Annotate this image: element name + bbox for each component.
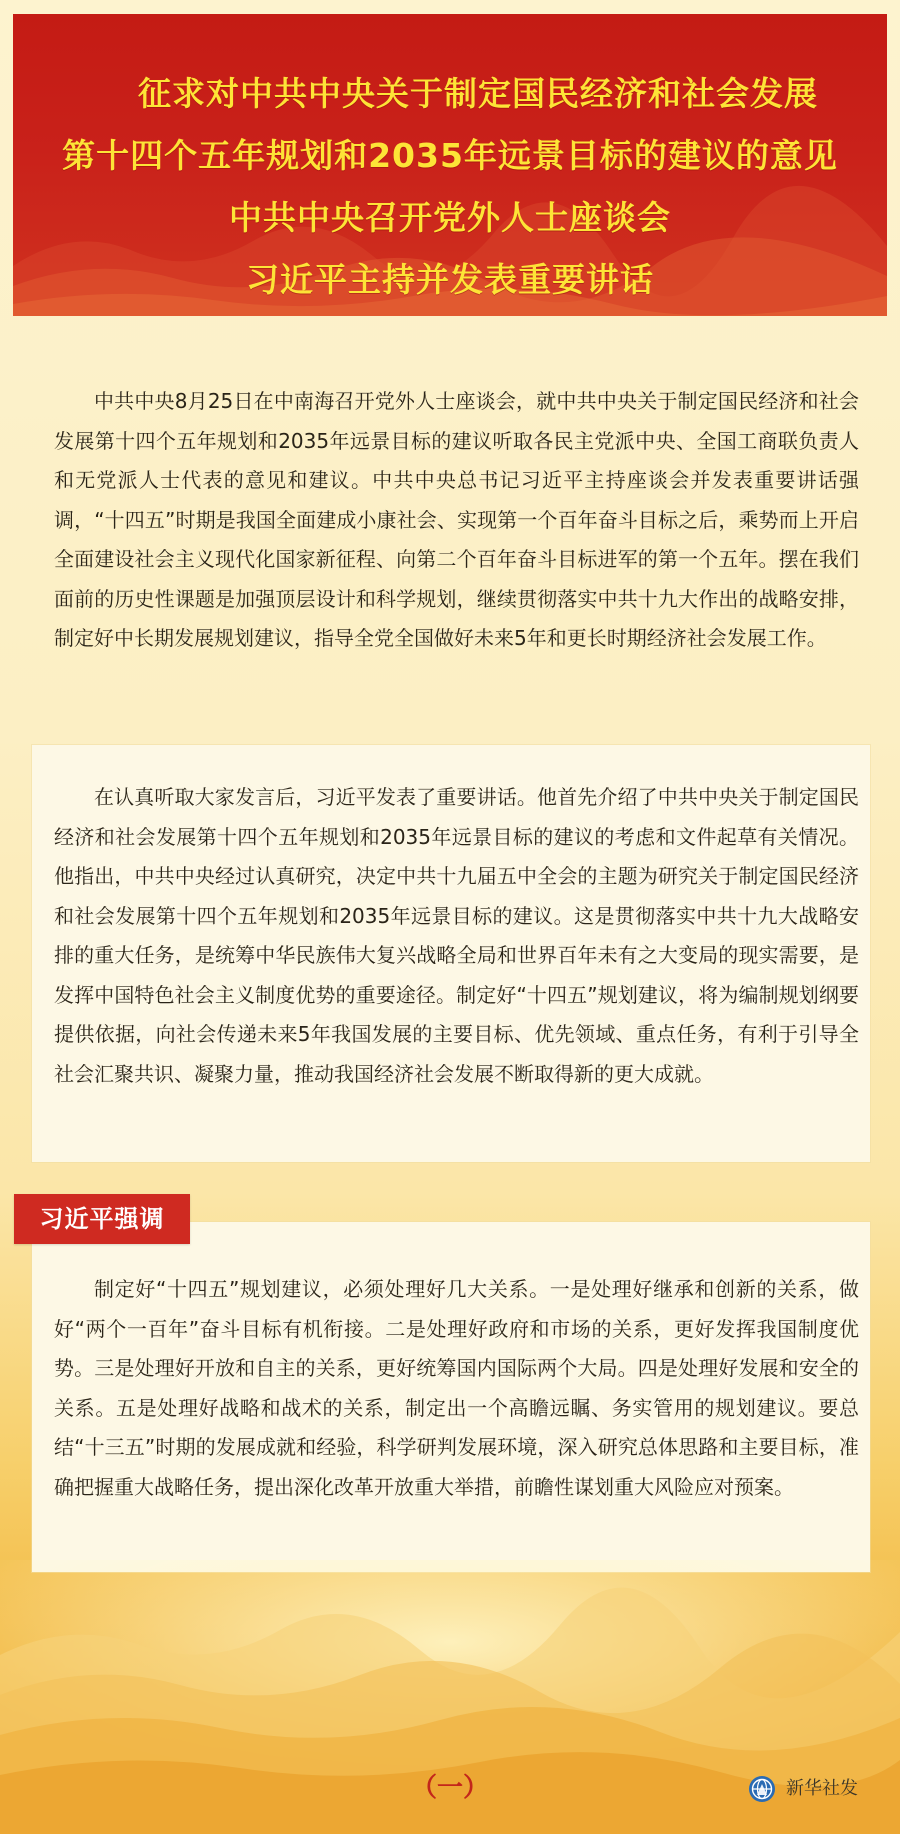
header-title [13, 14, 887, 316]
emphasis-box [32, 1222, 870, 1572]
xinhua-brand-text: 新华社发 [786, 1778, 858, 1799]
xinhua-credit [748, 1774, 858, 1804]
page-number: （一） [410, 1773, 489, 1803]
section-tag: 习近平强调 [14, 1194, 190, 1244]
title-line-1: 征求对中共中央关于制定国民经济和社会发展 [138, 74, 818, 113]
xinhua-globe-logo-icon [748, 1775, 776, 1803]
intro-paragraph: 中共中央8月25日在中南海召开党外人士座谈会，就中共中央关于制定国民经济和社会发展第十四个五年规划和2035年远景目标的建议听取各民主党派中央、全国工商联负责人和无党派人士代表的意见和建议。中共中央总书记习近平主持座谈会并发表重要讲话强调，“十四五”时期是我国全面建成小康社会、实现第一个百年奋斗目标之后，乘势而上开启全面建设社会主义现代化国家新征程、向第二个百年奋斗目标进军的第一个五年。摆在我们面前的历史性课题是加强顶层设计和科学规划，继续贯彻落实中共十九大作出的战略安排，制定好中长期发展规划建议，指导全党全国做好未来5年和更长时期经济社会发展工作。 [54, 389, 859, 650]
emphasis-paragraph: 制定好“十四五”规划建议，必须处理好几大关系。一是处理好继承和创新的关系，做好“两个一百年”奋斗目标有机衔接。二是处理好政府和市场的关系，更好发挥我国制度优势。三是处理好开放和自主的关系，更好统筹国内国际两个大局。四是处理好发展和安全的关系。五是处理好战略和战术的关系，制定出一个高瞻远瞩、务实管用的规划建议。要总结“十三五”时期的发展成就和经验，科学研判发展环境，深入研究总体思路和主要目标，准确把握重大战略任务，提出深化改革开放重大举措，前瞻性谋划重大风险应对预案。 [54, 1277, 859, 1499]
header-banner [13, 14, 887, 316]
title-line-4: 习近平主持并发表重要讲话 [246, 260, 654, 299]
speech-summary-box [32, 745, 870, 1162]
title-line-3: 中共中央召开党外人士座谈会 [229, 198, 671, 237]
title-line-2: 第十四个五年规划和2035年远景目标的建议的意见 [62, 136, 838, 175]
speech-summary-paragraph: 在认真听取大家发言后，习近平发表了重要讲话。他首先介绍了中共中央关于制定国民经济和社会发展第十四个五年规划和2035年远景目标的建议的考虑和文件起草有关情况。他指出，中共中央经过认真研究，决定中共十九届五中全会的主题为研究关于制定国民经济和社会发展第十四个五年规划和2035年远景目标的建议。这是贯彻落实中共十九大战略安排的重大任务，是统筹中华民族伟大复兴战略全局和世界百年未有之大变局的现实需要，是发挥中国特色社会主义制度优势的重要途径。制定好“十四五”规划建议，将为编制规划纲要提供依据，向社会传递未来5年我国发展的主要目标、优先领域、重点任务，有利于引导全社会汇聚共识、凝聚力量，推动我国经济社会发展不断取得新的更大成就。 [54, 785, 859, 1086]
